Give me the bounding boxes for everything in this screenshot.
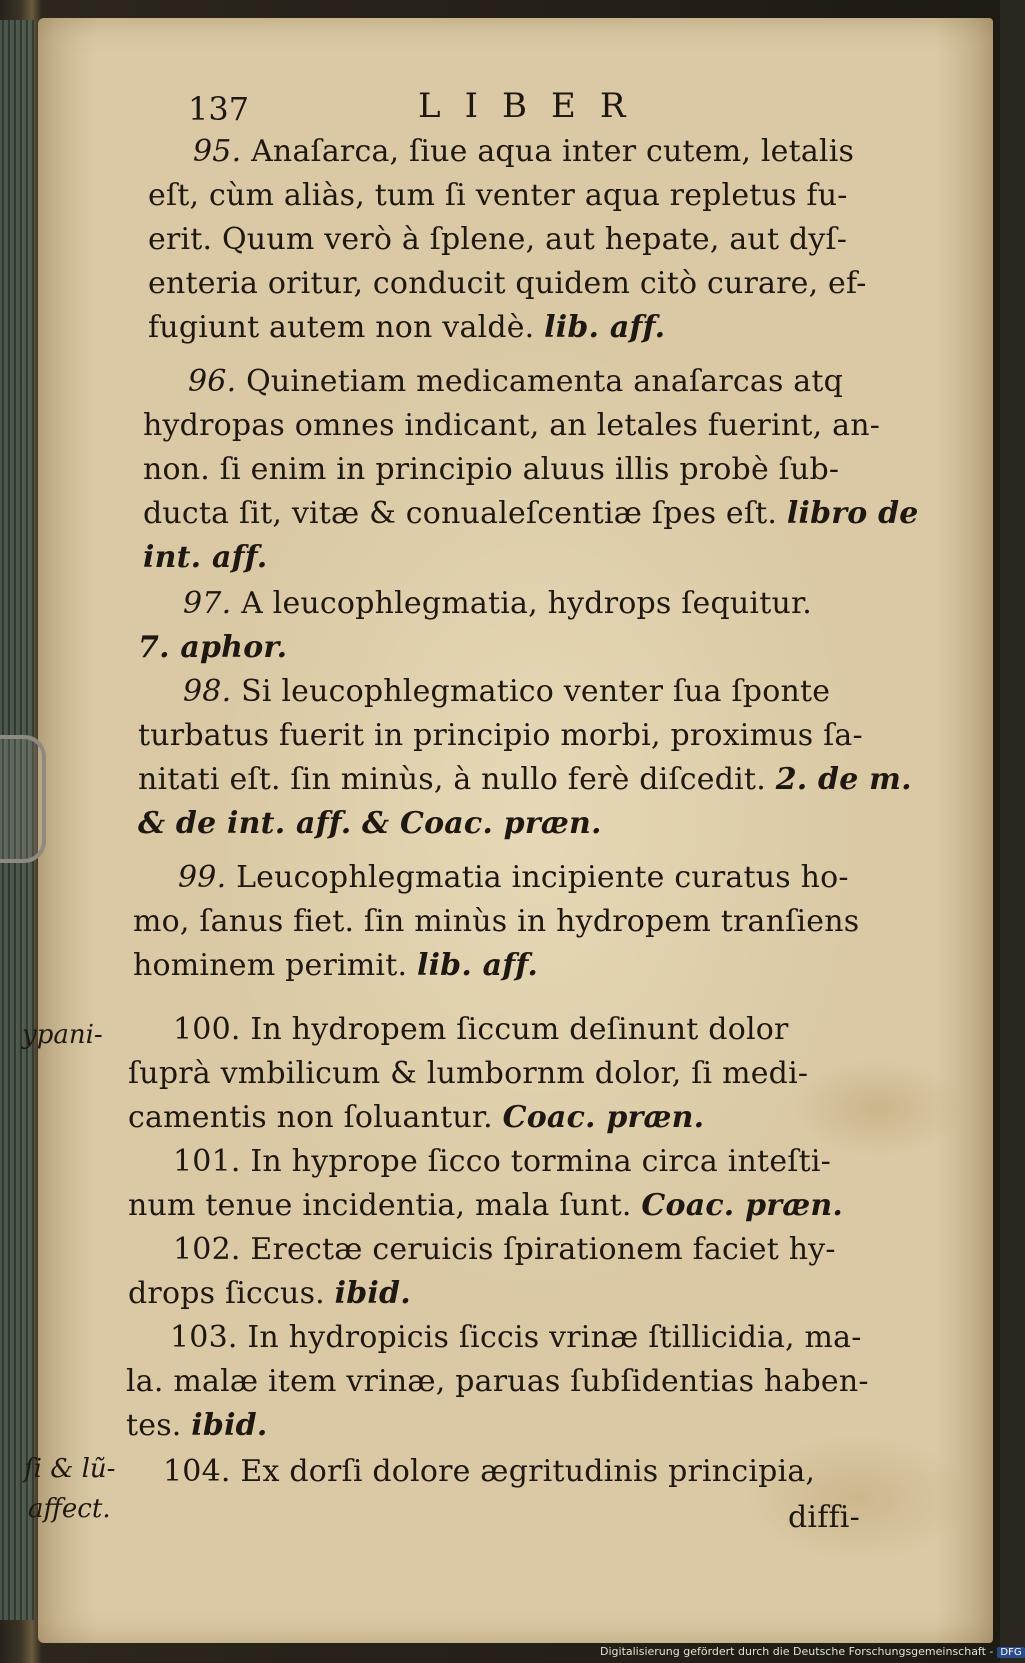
text-line: erit. Quum verò à ſplene, aut hepate, aut dyſ-	[148, 222, 848, 257]
text-line: tes. ibid.	[126, 1408, 268, 1443]
page-header	[188, 86, 748, 136]
text-line: 97. A leucophlegmatia, hydrops ſequitur.	[183, 586, 812, 621]
text-line: 99. Leucophlegmatia incipiente curatus ho-	[178, 860, 849, 895]
text-line: & de int. aff. & Coac. præn.	[138, 806, 602, 841]
text-line: camentis non ſoluantur. Coac. præn.	[128, 1100, 705, 1135]
text-line: ſuprà vmbilicum & lumbornm dolor, ſi medi-	[128, 1056, 809, 1091]
text-line: enteria oritur, conducit quidem citò curare, ef-	[148, 266, 867, 301]
text-line: eſt, cùm aliàs, tum ſi venter aqua repletus fu-	[148, 178, 848, 213]
text-line: num tenue incidentia, mala ſunt. Coac. præn.	[128, 1188, 844, 1223]
text-line: 103. In hydropicis ſiccis vrinæ ſtillicidia, ma-	[170, 1320, 862, 1355]
text-line: fugiunt autem non valdè. lib. aff.	[148, 310, 666, 345]
text-line: drops ſiccus. ibid.	[128, 1276, 411, 1311]
text-line: hydropas omnes indicant, an letales fuerint, an-	[143, 408, 881, 443]
margin-note: ſi & lũ-	[24, 1454, 116, 1484]
text-line: 104. Ex dorſi dolore ægritudinis principia,	[163, 1454, 816, 1489]
text-line: 101. In hyprope ſicco tormina circa inteſti-	[173, 1144, 831, 1179]
margin-note: ypani-	[22, 1020, 103, 1050]
text-line: diffi-	[788, 1500, 860, 1535]
page-number: 137	[188, 90, 250, 128]
text-line: 7. aphor.	[138, 630, 288, 665]
text-line: turbatus fuerit in principio morbi, proximus ſa-	[138, 718, 863, 753]
running-title: LIBER	[418, 86, 650, 126]
text-line: mo, ſanus fiet. ſin minùs in hydropem tranſiens	[133, 904, 860, 939]
text-line: 98. Si leucophlegmatico venter ſua ſponte	[183, 674, 831, 709]
text-line: nitati eſt. ſin minùs, à nullo ferè diſcedit. 2. de m.	[138, 762, 912, 797]
text-line: int. aff.	[143, 540, 268, 575]
book-page	[22, 18, 993, 1643]
credit-text: Digitalisierung gefördert durch die Deutsche Forschungsgemeinschaft -	[600, 1645, 994, 1658]
text-line: non. ſi enim in principio aluus illis probè ſub-	[143, 452, 840, 487]
margin-note: affect.	[28, 1494, 111, 1524]
text-line: 95. Anaſarca, ſiue aqua inter cutem, letalis	[193, 134, 855, 169]
text-line: hominem perimit. lib. aff.	[133, 948, 539, 983]
text-line: ducta ſit, vitæ & conualeſcentiæ ſpes eſt. libro de	[143, 496, 919, 531]
text-line: 102. Erectæ ceruicis ſpirationem faciet hy-	[173, 1232, 836, 1267]
text-line: 96. Quinetiam medicamenta anaſarcas atq	[188, 364, 844, 399]
book-clasp	[0, 735, 46, 863]
text-line: la. malæ item vrinæ, paruas ſubſidentias haben-	[126, 1364, 869, 1399]
text-line: 100. In hydropem ſiccum deſinunt dolor	[173, 1012, 789, 1047]
dfg-logo-icon: DFG	[997, 1647, 1024, 1658]
digitization-credit	[600, 1645, 1025, 1658]
